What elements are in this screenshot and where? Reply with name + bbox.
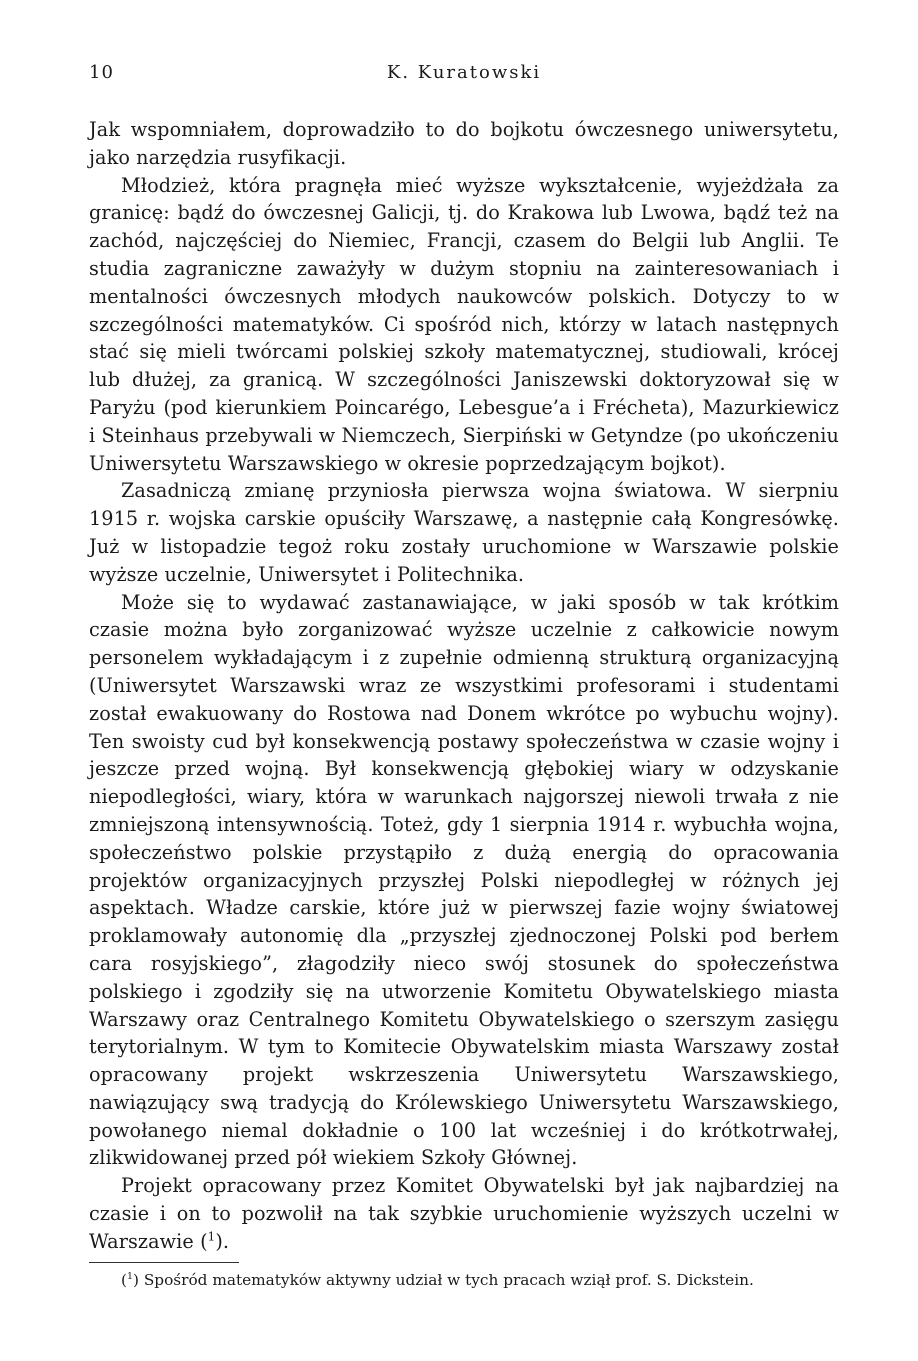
paragraph: Jak wspomniałem, doprowadziło to do bojkotu ówczesnego uniwersytetu, jako narzędzia rusyfikacji. [89, 118, 839, 169]
footnote-mark: 1 [126, 1270, 133, 1282]
paragraph: Zasadniczą zmianę przyniosła pierwsza wojna światowa. W sierpniu 1915 r. wojska carskie opuściły Warszawę, a następnie całą Kongresówkę. Już w listopadzie tegoż roku zostały uruchomione w Warszawie polskie wyższe uczelnie, Uniwersytet i Politechnika. [89, 479, 839, 586]
paragraph-last [89, 1172, 839, 1255]
footnote-divider [89, 1262, 239, 1263]
page-number: 10 [89, 62, 114, 83]
body-text [89, 116, 839, 1256]
page [89, 62, 839, 1291]
footnote-text: Spośród matematyków aktywny udział w tych pracach wziął prof. S. Dickstein. [138, 1270, 754, 1289]
footnote [89, 1269, 839, 1291]
footnote-close: ) [133, 1270, 139, 1289]
running-head: K. Kuratowski [386, 62, 542, 83]
paragraph-text-end: ). [215, 1229, 230, 1253]
page-header [89, 62, 839, 92]
paragraph: Może się to wydawać zastanawiające, w jaki sposób w tak krótkim czasie można było zorganizować wyższe uczelnie z całkowicie nowym personelem wykładającym i z zupełnie odmienną strukturą organizacyjną (Uniwersytet Warszawski wraz ze wszystkimi profesorami i studentami został ewakuowany do Rostowa nad Donem wkrótce po wybuchu wojny). Ten swoisty cud był konsekwencją postawy społeczeństwa w czasie wojny i jeszcze przed wojną. Był konsekwencją głębokiej wiary w odzyskanie niepodległości, wiary, która w warunkach najgorszej niewoli trwała z nie zmniejszoną intensywnością. Toteż, gdy 1 sierpnia 1914 r. wybuchła wojna, społeczeństwo polskie przystąpiło z dużą energią do opracowania projektów organizacyjnych przyszłej Polski niepodległej w różnych jej aspektach. Władze carskie, które już w pierwszej fazie wojny światowej proklamowały autonomię dla „przyszłej zjednoczonej Polski pod berłem cara rosyjskiego”, złagodziły nieco swój stosunek do społeczeństwa polskiego i zgodziły się na utworzenie Komitetu Obywatelskiego miasta Warszawy oraz Centralnego Komitetu Obywatelskiego o szerszym zasięgu terytorialnym. W tym to Komitecie Obywatelskim miasta Warszawy został opracowany projekt wskrzeszenia Uniwersytetu Warszawskiego, nawiązujący swą tradycją do Królewskiego Uniwersytetu Warszawskiego, powołanego niemal dokładnie o 100 lat wcześniej i do krótkotrwałej, zlikwidowanej przed pół wiekiem Szkoły Głównej. [89, 590, 839, 1170]
footnote-reference: 1 [207, 1229, 216, 1244]
footnote-open: ( [121, 1270, 127, 1289]
paragraph-text: Projekt opracowany przez Komitet Obywatelski był jak najbardziej na czasie i on to pozwolił na tak szybkie uruchomienie wyższych uczelni w Warszawie ( [89, 1174, 839, 1253]
paragraph: Młodzież, która pragnęła mieć wyższe wykształcenie, wyjeżdżała za granicę: bądź do ówczesnej Galicji, tj. do Krakowa lub Lwowa, bądź też na zachód, najczęściej do Niemiec, Francji, czasem do Belgii lub Anglii. Te studia zagraniczne zaważyły w dużym stopniu na zainteresowaniach i mentalności ówczesnych młodych naukowców polskich. Dotyczy to w szczególności matematyków. Ci spośród nich, którzy w latach następnych stać się mieli twórcami polskiej szkoły matematycznej, studiowali, krócej lub dłużej, za granicą. W szczególności Janiszewski doktoryzował się w Paryżu (pod kierunkiem Poincarégo, Lebesgue’a i Frécheta), Mazurkiewicz i Steinhaus przebywali w Niemczech, Sierpiński w Getyndze (po ukończeniu Uniwersytetu Warszawskiego w okresie poprzedzającym bojkot). [89, 173, 839, 475]
